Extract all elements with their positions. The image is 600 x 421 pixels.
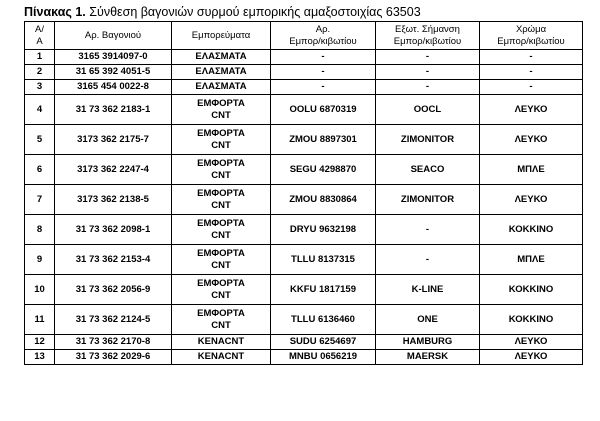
cargo-line: ΕΜΦΟΡΤΑ: [197, 128, 245, 139]
cell-container-number: -: [271, 80, 376, 95]
header-line: Α: [36, 35, 43, 47]
table-row: [25, 305, 583, 335]
cell-container-color: ΚΟΚΚΙΝΟ: [480, 215, 583, 245]
cell-container-marking: K-LINE: [376, 275, 480, 305]
cell-container-number: ZMOU 8830864: [271, 185, 376, 215]
table-row: [25, 95, 583, 125]
cell-wagon-number: 3173 362 2247-4: [55, 155, 172, 185]
cell-container-number: ZMOU 8897301: [271, 125, 376, 155]
cell-container-number: SEGU 4298870: [271, 155, 376, 185]
cell-aa: 9: [25, 245, 55, 275]
cell-aa: 3: [25, 80, 55, 95]
cell-aa: 4: [25, 95, 55, 125]
header-line: Εμπορ/κιβωτίου: [393, 35, 462, 47]
table-row: [25, 215, 583, 245]
cell-wagon-number: 31 73 362 2029-6: [55, 350, 172, 365]
table-row: [25, 350, 583, 365]
cell-cargo: [172, 50, 271, 65]
cell-aa: 11: [25, 305, 55, 335]
cargo-line: CNT: [211, 259, 231, 271]
cargo-line: CNT: [211, 139, 231, 151]
cell-wagon-number: 31 65 392 4051-5: [55, 65, 172, 80]
cargo-line: KENACNT: [197, 336, 245, 348]
table-row: [25, 50, 583, 65]
cell-cargo: [172, 275, 271, 305]
cell-wagon-number: 3173 362 2175-7: [55, 125, 172, 155]
cell-container-number: SUDU 6254697: [271, 335, 376, 350]
cell-wagon-number: 31 73 362 2098-1: [55, 215, 172, 245]
cargo-line: CNT: [211, 169, 231, 181]
cell-cargo: [172, 245, 271, 275]
cargo-line: ΕΜΦΟΡΤΑ: [197, 158, 245, 169]
cargo-line: CNT: [211, 289, 231, 301]
header-container-number: [271, 22, 376, 50]
cell-container-color: ΚΟΚΚΙΝΟ: [480, 275, 583, 305]
cell-cargo: [172, 185, 271, 215]
cell-cargo: [172, 65, 271, 80]
cell-container-marking: -: [376, 80, 480, 95]
header-line: Εμπορ/κιβωτίου: [497, 35, 565, 47]
header-line: Αρ.: [315, 23, 331, 35]
header-aa: [25, 22, 55, 50]
cell-container-marking: HAMBURG: [376, 335, 480, 350]
cell-container-color: ΜΠΛΕ: [480, 155, 583, 185]
cell-container-marking: -: [376, 245, 480, 275]
header-line: Εμπορ/κιβωτίου: [289, 35, 357, 47]
cell-cargo: [172, 305, 271, 335]
header-container-color: [480, 22, 583, 50]
cargo-line: ΕΜΦΟΡΤΑ: [197, 218, 245, 229]
cell-container-number: TLLU 8137315: [271, 245, 376, 275]
table-row: [25, 275, 583, 305]
table-header-row: [25, 22, 583, 50]
cell-container-marking: SEACO: [376, 155, 480, 185]
cell-container-marking: -: [376, 50, 480, 65]
cell-container-marking: MAERSK: [376, 350, 480, 365]
cargo-line: ΕΜΦΟΡΤΑ: [197, 308, 245, 319]
cell-container-number: -: [271, 50, 376, 65]
cell-aa: 8: [25, 215, 55, 245]
cargo-line: ΕΛΑΣΜΑΤΑ: [195, 51, 247, 63]
cell-container-color: ΚΟΚΚΙΝΟ: [480, 305, 583, 335]
table-row: [25, 185, 583, 215]
header-container-marking: [376, 22, 480, 50]
cell-container-number: DRYU 9632198: [271, 215, 376, 245]
caption-label: Πίνακας 1.: [24, 5, 86, 19]
table-row: [25, 335, 583, 350]
cell-cargo: [172, 155, 271, 185]
cell-wagon-number: 3165 454 0022-8: [55, 80, 172, 95]
cell-container-marking: -: [376, 65, 480, 80]
cell-wagon-number: 31 73 362 2183-1: [55, 95, 172, 125]
cell-wagon-number: 31 73 362 2153-4: [55, 245, 172, 275]
cell-container-number: MNBU 0656219: [271, 350, 376, 365]
wagon-composition-table: [24, 21, 583, 365]
header-line: Χρώμα: [515, 23, 547, 35]
table-caption: [24, 4, 421, 20]
cargo-line: ΕΛΑΣΜΑΤΑ: [195, 81, 247, 93]
cell-container-marking: ZIMONITOR: [376, 185, 480, 215]
caption-text: Σύνθεση βαγονιών συρμού εμπορικής αμαξοστοιχίας 63503: [89, 5, 421, 19]
table-row: [25, 65, 583, 80]
table-body: [25, 50, 583, 365]
cell-container-marking: ONE: [376, 305, 480, 335]
cell-cargo: [172, 95, 271, 125]
cell-cargo: [172, 125, 271, 155]
cell-container-number: -: [271, 65, 376, 80]
header-line: Α/: [35, 23, 44, 35]
cargo-line: CNT: [211, 229, 231, 241]
cargo-line: CNT: [211, 109, 231, 121]
cell-cargo: [172, 335, 271, 350]
cell-wagon-number: 31 73 362 2056-9: [55, 275, 172, 305]
cell-container-marking: -: [376, 215, 480, 245]
header-line: Εξωτ. Σήμανση: [395, 23, 460, 35]
cargo-line: ΕΜΦΟΡΤΑ: [197, 98, 245, 109]
cell-container-color: ΜΠΛΕ: [480, 245, 583, 275]
cell-wagon-number: 3173 362 2138-5: [55, 185, 172, 215]
cell-cargo: [172, 350, 271, 365]
cell-container-color: ΛΕΥΚΟ: [480, 95, 583, 125]
cell-aa: 5: [25, 125, 55, 155]
table-row: [25, 155, 583, 185]
header-line: Αρ. Βαγονιού: [84, 29, 142, 41]
table-row: [25, 125, 583, 155]
cell-wagon-number: 31 73 362 2170-8: [55, 335, 172, 350]
cell-aa: 6: [25, 155, 55, 185]
cell-container-number: OOLU 6870319: [271, 95, 376, 125]
cell-container-number: TLLU 6136460: [271, 305, 376, 335]
cell-container-color: ΛΕΥΚΟ: [480, 125, 583, 155]
cell-wagon-number: 31 73 362 2124-5: [55, 305, 172, 335]
cell-cargo: [172, 80, 271, 95]
header-line: Εμπορεύματα: [191, 29, 251, 41]
cell-container-color: -: [480, 80, 583, 95]
cell-wagon-number: 3165 3914097-0: [55, 50, 172, 65]
header-cargo: [172, 22, 271, 50]
cargo-line: CNT: [211, 199, 231, 211]
cargo-line: ΕΜΦΟΡΤΑ: [197, 248, 245, 259]
cell-aa: 2: [25, 65, 55, 80]
cargo-line: ΕΜΦΟΡΤΑ: [197, 188, 245, 199]
cargo-line: ΕΛΑΣΜΑΤΑ: [195, 66, 247, 78]
cell-container-color: -: [480, 50, 583, 65]
table-row: [25, 80, 583, 95]
cell-aa: 10: [25, 275, 55, 305]
cargo-line: KENACNT: [197, 351, 245, 363]
cell-aa: 1: [25, 50, 55, 65]
cell-cargo: [172, 215, 271, 245]
cargo-line: CNT: [211, 319, 231, 331]
cell-container-marking: OOCL: [376, 95, 480, 125]
cell-aa: 13: [25, 350, 55, 365]
cell-container-marking: ZIMONITOR: [376, 125, 480, 155]
cell-container-color: ΛΕΥΚΟ: [480, 350, 583, 365]
cell-container-color: ΛΕΥΚΟ: [480, 335, 583, 350]
cell-aa: 12: [25, 335, 55, 350]
table-row: [25, 245, 583, 275]
cell-container-number: KKFU 1817159: [271, 275, 376, 305]
header-wagon-number: [55, 22, 172, 50]
cell-container-color: ΛΕΥΚΟ: [480, 185, 583, 215]
cell-aa: 7: [25, 185, 55, 215]
cargo-line: ΕΜΦΟΡΤΑ: [197, 278, 245, 289]
cell-container-color: -: [480, 65, 583, 80]
